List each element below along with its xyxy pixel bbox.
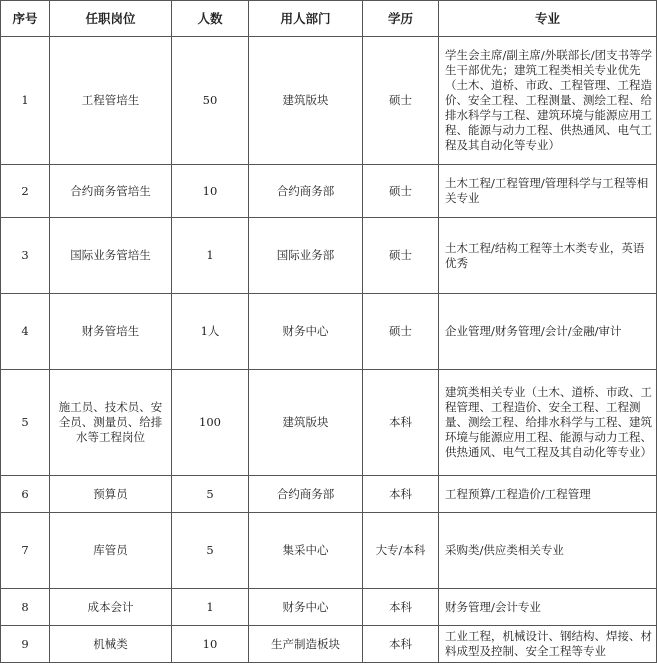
table-row [1,513,657,589]
cell-major: 土木工程/结构工程等土木类专业，英语优秀 [439,218,657,294]
table-row [1,218,657,294]
cell-position: 机械类 [50,626,172,663]
cell-count: 10 [172,626,249,663]
cell-position: 成本会计 [50,589,172,626]
cell-seq: 7 [1,513,50,589]
table-row [1,165,657,218]
cell-edu: 本科 [363,476,439,513]
cell-edu: 本科 [363,589,439,626]
header-count: 人数 [172,1,249,37]
cell-dept: 财务中心 [249,294,363,370]
table-row [1,476,657,513]
cell-seq: 1 [1,37,50,165]
cell-count: 1 [172,218,249,294]
cell-major: 采购类/供应类相关专业 [439,513,657,589]
cell-seq: 4 [1,294,50,370]
header-edu: 学历 [363,1,439,37]
cell-dept: 合约商务部 [249,476,363,513]
cell-seq: 8 [1,589,50,626]
cell-major: 企业管理/财务管理/会计/金融/审计 [439,294,657,370]
cell-position: 工程管培生 [50,37,172,165]
cell-seq: 3 [1,218,50,294]
cell-seq: 5 [1,370,50,476]
cell-position: 国际业务管培生 [50,218,172,294]
cell-count: 5 [172,476,249,513]
cell-edu: 硕士 [363,294,439,370]
cell-dept: 国际业务部 [249,218,363,294]
cell-major: 土木工程/工程管理/管理科学与工程等相关专业 [439,165,657,218]
cell-position: 预算员 [50,476,172,513]
table-row [1,294,657,370]
cell-count: 10 [172,165,249,218]
cell-position: 库管员 [50,513,172,589]
cell-edu: 硕士 [363,37,439,165]
cell-major: 工程预算/工程造价/工程管理 [439,476,657,513]
cell-dept: 建筑版块 [249,37,363,165]
cell-dept: 生产制造板块 [249,626,363,663]
cell-major: 学生会主席/副主席/外联部长/团支书等学生干部优先；建筑工程类相关专业优先（土木、道桥、市政、工程管理、工程造价、安全工程、工程测量、测绘工程、给排水科学与工程、建筑环境与能源应用工程、能源与动力工程、供热通风、电气工程及其自动化等专业） [439,37,657,165]
cell-count: 100 [172,370,249,476]
cell-edu: 大专/本科 [363,513,439,589]
header-major: 专业 [439,1,657,37]
cell-dept: 建筑版块 [249,370,363,476]
cell-position: 施工员、技术员、安全员、测量员、给排水等工程岗位 [50,370,172,476]
cell-count: 1人 [172,294,249,370]
cell-dept: 集采中心 [249,513,363,589]
cell-major: 建筑类相关专业（土木、道桥、市政、工程管理、工程造价、安全工程、工程测量、测绘工程、给排水科学与工程、建筑环境与能源应用工程、能源与动力工程、供热通风、电气工程及其自动化等专业） [439,370,657,476]
cell-count: 5 [172,513,249,589]
header-seq: 序号 [1,1,50,37]
cell-count: 50 [172,37,249,165]
table-row [1,370,657,476]
table-row [1,589,657,626]
cell-edu: 硕士 [363,218,439,294]
cell-major: 财务管理/会计专业 [439,589,657,626]
header-row [1,1,657,37]
cell-seq: 9 [1,626,50,663]
cell-major: 工业工程，机械设计、钢结构、焊接、材料成型及控制、安全工程等专业 [439,626,657,663]
cell-count: 1 [172,589,249,626]
cell-seq: 2 [1,165,50,218]
cell-position: 合约商务管培生 [50,165,172,218]
cell-edu: 硕士 [363,165,439,218]
cell-seq: 6 [1,476,50,513]
cell-dept: 合约商务部 [249,165,363,218]
cell-edu: 本科 [363,370,439,476]
cell-edu: 本科 [363,626,439,663]
cell-position: 财务管培生 [50,294,172,370]
header-position: 任职岗位 [50,1,172,37]
header-dept: 用人部门 [249,1,363,37]
table-row [1,37,657,165]
cell-dept: 财务中心 [249,589,363,626]
table-row [1,626,657,663]
